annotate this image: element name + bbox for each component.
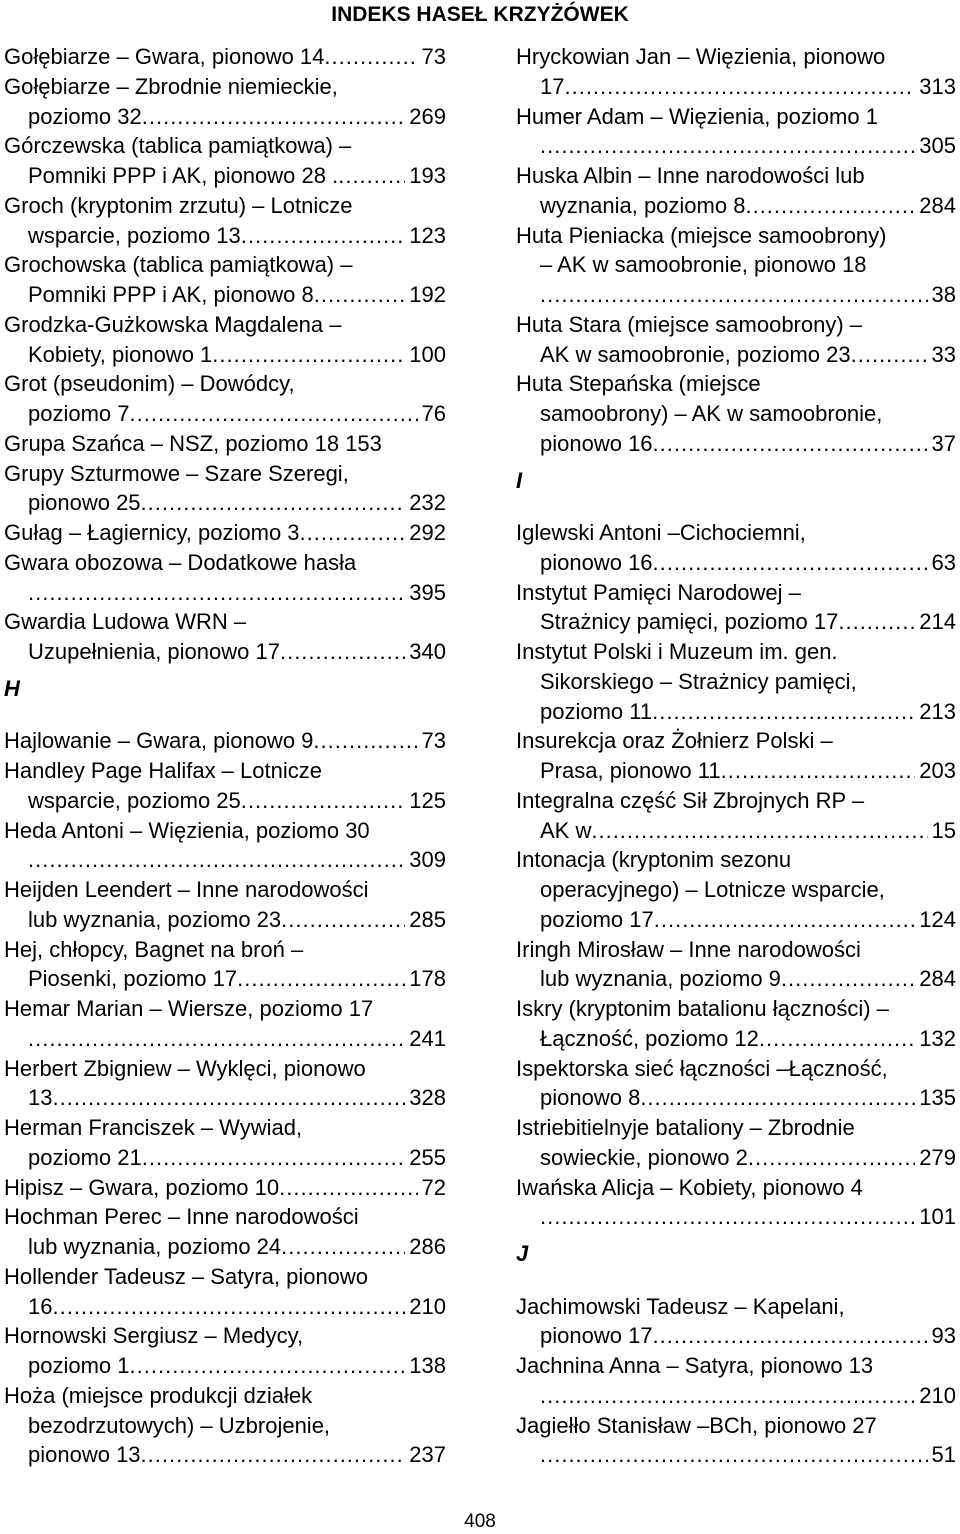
entry-text: 13 (28, 1085, 53, 1111)
index-entry-line (516, 72, 956, 102)
entry-page-number: 138 (409, 1353, 446, 1378)
entry-text: lub wyznania, poziomo 23 (28, 906, 282, 932)
entry-text: Grodzka-Gużkowska Magdalena – (4, 311, 342, 337)
index-entry-line (4, 429, 446, 459)
entry-page-number: 210 (919, 1382, 956, 1408)
entry-text: Jachnina Anna – Satyra, pionowo 13 (516, 1353, 874, 1378)
index-entry-line (516, 548, 956, 578)
index-entry-line (516, 667, 956, 697)
entry-text: Hipisz – Gwara, poziomo 10 (4, 1174, 280, 1200)
entry-page-number: 124 (919, 906, 956, 932)
entry-page-number: 93 (931, 1323, 956, 1349)
entry-text: Strażnicy pamięci, poziomo 17 (540, 609, 839, 635)
index-entry-line (4, 310, 446, 340)
index-entry-line (4, 1411, 446, 1441)
index-entry-line (516, 1202, 956, 1232)
dot-leader (141, 1440, 406, 1470)
entry-text: bezodrzutowych) – Uzbrojenie, (28, 1412, 331, 1438)
index-entry-line (4, 607, 446, 637)
index-entry-line (516, 1024, 956, 1054)
entry-text: Handley Page Halifax – Lotnicze (4, 758, 322, 783)
index-entry-line (516, 607, 956, 637)
entry-text: poziomo 17 (540, 906, 654, 932)
entry-page-number: 193 (409, 163, 446, 188)
entry-text: Heda Antoni – Więzienia, poziomo 30 (4, 817, 370, 843)
entry-text: AK w (540, 817, 592, 843)
dot-leader (748, 1143, 915, 1173)
index-entry-line (4, 726, 446, 756)
index-entry-line (516, 161, 956, 191)
index-entry-line (516, 875, 956, 905)
entry-text: poziomo 7 (28, 401, 130, 426)
dot-leader (653, 429, 928, 459)
entry-text: Instytut Pamięci Narodowej – (516, 579, 801, 605)
entry-text: Huta Pieniacka (miejsce samoobrony) (516, 222, 887, 248)
dot-leader (838, 607, 915, 637)
index-entry-line (4, 786, 446, 816)
dot-leader (540, 1202, 915, 1232)
entry-page-number: 269 (409, 103, 446, 129)
entry-text: Insurekcja oraz Żołnierz Polski – (516, 728, 833, 754)
entry-text: poziomo 21 (28, 1144, 142, 1170)
entry-page-number: 309 (409, 847, 446, 873)
index-entry-line (516, 1143, 956, 1173)
dot-leader (281, 1232, 405, 1262)
entry-page-number: 340 (409, 639, 446, 664)
index-entry-line (516, 42, 956, 72)
entry-text: Istriebitielnyje bataliony – Zbrodnie (516, 1115, 855, 1140)
index-entry-line (4, 1054, 446, 1084)
index-entry-line (4, 1440, 446, 1470)
index-entry-line (516, 191, 956, 221)
entry-text: Huta Stepańska (miejsce (516, 371, 761, 397)
index-entry-line (4, 964, 446, 994)
index-entry-line (4, 845, 446, 875)
index-entry-line (4, 1232, 446, 1262)
entry-page-number: 203 (919, 758, 956, 783)
entry-text: Humer Adam – Więzienia, poziomo 1 (516, 103, 878, 129)
index-entry-line (516, 429, 956, 459)
dot-leader (241, 221, 406, 251)
entry-page-number: 210 (409, 1293, 446, 1319)
entry-text: Groch (kryptonim zrzutu) – Lotnicze (4, 192, 353, 218)
entry-text: poziomo 11 (540, 698, 653, 724)
index-entry-line (4, 280, 446, 310)
entry-text: poziomo 32 (28, 103, 142, 129)
entry-text: Uzupełnienia, pionowo 17 (28, 639, 280, 664)
dot-leader (28, 578, 405, 608)
dot-leader (130, 1351, 406, 1381)
entry-text: Grochowska (tablica pamiątkowa) – (4, 252, 353, 278)
index-entry-line (4, 1321, 446, 1351)
entry-page-number: 76 (421, 401, 446, 426)
entry-page-number: 101 (919, 1204, 956, 1230)
index-entry-line (516, 1113, 956, 1143)
entry-page-number: 292 (409, 520, 446, 545)
entry-page-number: 279 (919, 1144, 956, 1170)
entry-text: Grupa Szańca – NSZ, poziomo 18 153 (4, 430, 382, 456)
index-entry-line (4, 191, 446, 221)
entry-text: Grupy Szturmowe – Szare Szeregi, (4, 460, 349, 486)
dot-leader (280, 637, 405, 667)
index-entry-line (516, 905, 956, 935)
entry-page-number: 305 (919, 133, 956, 159)
entry-text: Łączność, poziomo 12 (540, 1025, 759, 1051)
index-entry-line (4, 637, 446, 667)
index-entry-line (516, 369, 956, 399)
index-entry-line (516, 1411, 956, 1441)
entry-text: Gołębiarze – Gwara, pionowo 14 (4, 44, 325, 69)
entry-page-number: 255 (409, 1144, 446, 1170)
entry-page-number: 313 (919, 73, 956, 99)
index-entry-line (516, 697, 956, 727)
index-column-right (516, 42, 956, 1470)
index-entry-line (4, 369, 446, 399)
dot-leader (591, 816, 927, 846)
entry-text: 16 (28, 1293, 53, 1319)
index-entry-line (4, 1262, 446, 1292)
index-entry-line (516, 518, 956, 548)
entry-text: Huska Albin – Inne narodowości lub (516, 163, 865, 188)
entry-text: Iwańska Alicja – Kobiety, pionowo 4 (516, 1174, 863, 1200)
entry-page-number: 214 (919, 609, 956, 635)
entry-text: Huta Stara (miejsce samoobrony) – (516, 311, 863, 337)
page-header (0, 0, 960, 30)
entry-text: lub wyznania, poziomo 24 (28, 1234, 282, 1259)
entry-page-number: 241 (409, 1025, 446, 1051)
index-entry-line (516, 726, 956, 756)
index-entry-line (516, 935, 956, 965)
dot-leader (52, 1292, 405, 1322)
dot-leader (281, 905, 405, 935)
entry-page-number: 135 (919, 1085, 956, 1111)
entry-text: Intonacja (kryptonim sezonu (516, 847, 792, 873)
entry-text: Pomniki PPP i AK, pionowo 8 (28, 282, 314, 307)
entry-page-number: 232 (409, 490, 446, 516)
index-entry-line (4, 935, 446, 965)
entry-text: sowieckie, pionowo 2 (540, 1144, 748, 1170)
dot-leader (652, 697, 915, 727)
dot-leader (540, 1440, 928, 1470)
entry-text: Jachimowski Tadeusz – Kapelani, (516, 1293, 845, 1319)
entry-text: Jagiełło Stanisław –BCh, pionowo 27 (516, 1412, 877, 1438)
index-entry-line (4, 1292, 446, 1322)
index-entry-line (516, 578, 956, 608)
entry-text: Iskry (kryptonim batalionu łączności) – (516, 996, 889, 1021)
index-entry-line (516, 399, 956, 429)
index-entry-line (4, 875, 446, 905)
entry-page-number: 192 (409, 282, 446, 307)
dot-leader (314, 280, 406, 310)
page-number: 408 (464, 1511, 496, 1532)
entry-text: Piosenki, poziomo 17 (28, 966, 238, 992)
entry-page-number: 100 (409, 341, 446, 367)
dot-leader (338, 161, 405, 191)
entry-text: Górczewska (tablica pamiątkowa) – (4, 133, 352, 159)
dot-leader (540, 1381, 915, 1411)
dot-leader (142, 1143, 406, 1173)
index-entry-line (516, 1173, 956, 1203)
section-letter: J (516, 1241, 529, 1266)
entry-text: Hollender Tadeusz – Satyra, pionowo (4, 1263, 369, 1289)
entry-text: Hajlowanie – Gwara, pionowo 9 (4, 728, 314, 754)
index-entry-line (4, 1143, 446, 1173)
index-entry-line (516, 845, 956, 875)
entry-page-number: 15 (931, 817, 956, 843)
entry-page-number: 178 (409, 966, 446, 992)
entry-text: Instytut Polski i Muzeum im. gen. (516, 639, 838, 664)
index-entry-line (4, 221, 446, 251)
index-entry-line (516, 1083, 956, 1113)
entry-text: wsparcie, poziomo 25 (28, 787, 241, 813)
entry-page-number: 328 (409, 1085, 446, 1111)
index-entry-line (4, 1173, 446, 1203)
entry-page-number: 73 (421, 728, 446, 754)
entry-page-number: 284 (919, 966, 956, 992)
entry-text: AK w samoobronie, poziomo 23 (540, 341, 851, 367)
index-entry-line (4, 905, 446, 935)
entry-page-number: 284 (919, 192, 956, 218)
entry-text: Kobiety, pionowo 1 (28, 341, 213, 367)
index-entry-line (516, 1321, 956, 1351)
entry-text: Hoża (miejsce produkcji działek (4, 1382, 313, 1408)
entry-page-number: 237 (409, 1442, 446, 1468)
index-title: INDEKS HASEŁ KRZYŻÓWEK (331, 3, 629, 26)
entry-text: Gułag – Łagiernicy, poziomo 3 (4, 520, 300, 545)
dot-leader (781, 964, 915, 994)
index-entry-line (516, 756, 956, 786)
index-entry-line (4, 42, 446, 72)
entry-text: pionowo 13 (28, 1442, 141, 1468)
entry-text: Prasa, pionowo 11 (540, 758, 721, 783)
entry-page-number: 132 (919, 1025, 956, 1051)
entry-page-number: 286 (409, 1234, 446, 1259)
entry-text: Integralna część Sił Zbrojnych RP – (516, 787, 865, 813)
index-entry-line (4, 548, 446, 578)
entry-page-number: 37 (931, 430, 956, 456)
dot-leader (300, 518, 406, 548)
entry-text: Hryckowian Jan – Więzienia, pionowo (516, 44, 886, 69)
index-entry-line (516, 250, 956, 280)
entry-text: Hej, chłopcy, Bagnet na broń – (4, 936, 304, 962)
index-entry-line (4, 1083, 446, 1113)
entry-text: pionowo 16 (540, 430, 653, 456)
section-letter: H (4, 675, 20, 701)
index-entry-line (4, 994, 446, 1024)
entry-page-number: 72 (421, 1174, 446, 1200)
index-entry-line (4, 1024, 446, 1054)
entry-text: pionowo 25 (28, 490, 141, 516)
entry-text: Hemar Marian – Wiersze, poziomo 17 (4, 996, 374, 1021)
entry-text: Gwardia Ludowa WRN – (4, 609, 247, 635)
dot-leader (52, 1083, 405, 1113)
entry-text: operacyjnego) – Lotnicze wsparcie, (540, 877, 885, 902)
dot-leader (653, 548, 928, 578)
dot-leader (745, 191, 915, 221)
dot-leader (130, 399, 418, 429)
entry-page-number: 213 (919, 698, 956, 724)
dot-leader (540, 131, 915, 161)
entry-text: Gołębiarze – Zbrodnie niemieckie, (4, 73, 338, 99)
entry-page-number: 285 (409, 906, 446, 932)
index-entry-line (516, 1054, 956, 1084)
entry-text: Iringh Mirosław – Inne narodowości (516, 936, 861, 962)
entry-page-number: 51 (931, 1442, 956, 1468)
index-entry-line (516, 102, 956, 132)
entry-page-number: 63 (931, 549, 956, 575)
index-entry-line (4, 1381, 446, 1411)
index-entry-line (516, 1440, 956, 1470)
entry-text: Heijden Leendert – Inne narodowości (4, 877, 369, 902)
entry-text: – AK w samoobronie, pionowo 18 (540, 252, 867, 278)
index-entry-line (4, 459, 446, 489)
entry-text: Pomniki PPP i AK, pionowo 28 . (28, 163, 339, 188)
index-entry-line (516, 1381, 956, 1411)
index-entry-line (516, 1292, 956, 1322)
entry-text: Herbert Zbigniew – Wyklęci, pionowo (4, 1055, 366, 1081)
index-entry-line (4, 1113, 446, 1143)
dot-leader (540, 280, 928, 310)
index-entry-line (516, 786, 956, 816)
index-entry-line (516, 994, 956, 1024)
index-entry-line (4, 816, 446, 846)
section-letter: I (516, 467, 523, 493)
index-entry-line (516, 964, 956, 994)
index-entry-line (4, 756, 446, 786)
index-entry-line (516, 1351, 956, 1381)
dot-leader (640, 1083, 915, 1113)
index-entry-line (516, 340, 956, 370)
index-entry-line (4, 518, 446, 548)
dot-leader (721, 756, 916, 786)
index-entry-line (4, 1351, 446, 1381)
entry-text: lub wyznania, poziomo 9 (540, 966, 781, 992)
entry-text: poziomo 1 (28, 1353, 130, 1378)
dot-leader (313, 726, 417, 756)
entry-text: Hochman Perec – Inne narodowości (4, 1204, 359, 1230)
entry-text: pionowo 16 (540, 549, 653, 575)
entry-page-number: 33 (931, 341, 956, 367)
entry-text: Grot (pseudonim) – Dowódcy, (4, 371, 295, 397)
dot-leader (28, 845, 405, 875)
entry-text: Hornowski Sergiusz – Medycy, (4, 1323, 304, 1349)
entry-page-number: 73 (421, 44, 446, 69)
index-entry-line (4, 131, 446, 161)
entry-text: 17 (540, 73, 565, 99)
dot-leader (851, 340, 928, 370)
entry-page-number: 38 (931, 282, 956, 307)
entry-text: Ispektorska sieć łączności –Łączność, (516, 1055, 888, 1081)
dot-leader (241, 786, 406, 816)
index-entry-line (4, 399, 446, 429)
index-entry-line (4, 1202, 446, 1232)
index-entry-line (4, 488, 446, 518)
index-entry-line (516, 280, 956, 310)
index-entry-line (4, 250, 446, 280)
entry-text: pionowo 8 (540, 1085, 641, 1111)
dot-leader (237, 964, 405, 994)
entry-text: wyznania, poziomo 8 (540, 192, 746, 218)
entry-text: Gwara obozowa – Dodatkowe hasła (4, 549, 357, 575)
index-entry-line (4, 578, 446, 608)
dot-leader (141, 488, 406, 518)
entry-text: Sikorskiego – Strażnicy pamięci, (540, 668, 857, 694)
entry-page-number: 395 (409, 579, 446, 605)
dot-leader (212, 340, 405, 370)
index-entry-line (516, 131, 956, 161)
dot-leader (28, 1024, 405, 1054)
page-footer (0, 1510, 960, 1534)
index-entry-line (4, 161, 446, 191)
entry-text: wsparcie, poziomo 13 (28, 222, 241, 248)
index-entry-line (516, 310, 956, 340)
dot-leader (279, 1173, 417, 1203)
dot-leader (654, 905, 916, 935)
dot-leader (653, 1321, 928, 1351)
index-column-left (4, 42, 446, 1470)
entry-text: samoobrony) – AK w samoobronie, (540, 401, 883, 426)
index-entry-line (4, 340, 446, 370)
entry-text: Iglewski Antoni –Cichociemni, (516, 520, 806, 545)
dot-leader (324, 42, 417, 72)
dot-leader (142, 102, 406, 132)
index-entry-line (516, 221, 956, 251)
entry-text: pionowo 17 (540, 1323, 653, 1349)
dot-leader (564, 72, 915, 102)
index-entry-line (516, 816, 956, 846)
entry-page-number: 123 (409, 222, 446, 248)
entry-page-number: 125 (409, 787, 446, 813)
dot-leader (759, 1024, 915, 1054)
index-entry-line (516, 637, 956, 667)
index-entry-line (4, 102, 446, 132)
entry-text: Herman Franciszek – Wywiad, (4, 1115, 303, 1140)
index-entry-line (4, 72, 446, 102)
